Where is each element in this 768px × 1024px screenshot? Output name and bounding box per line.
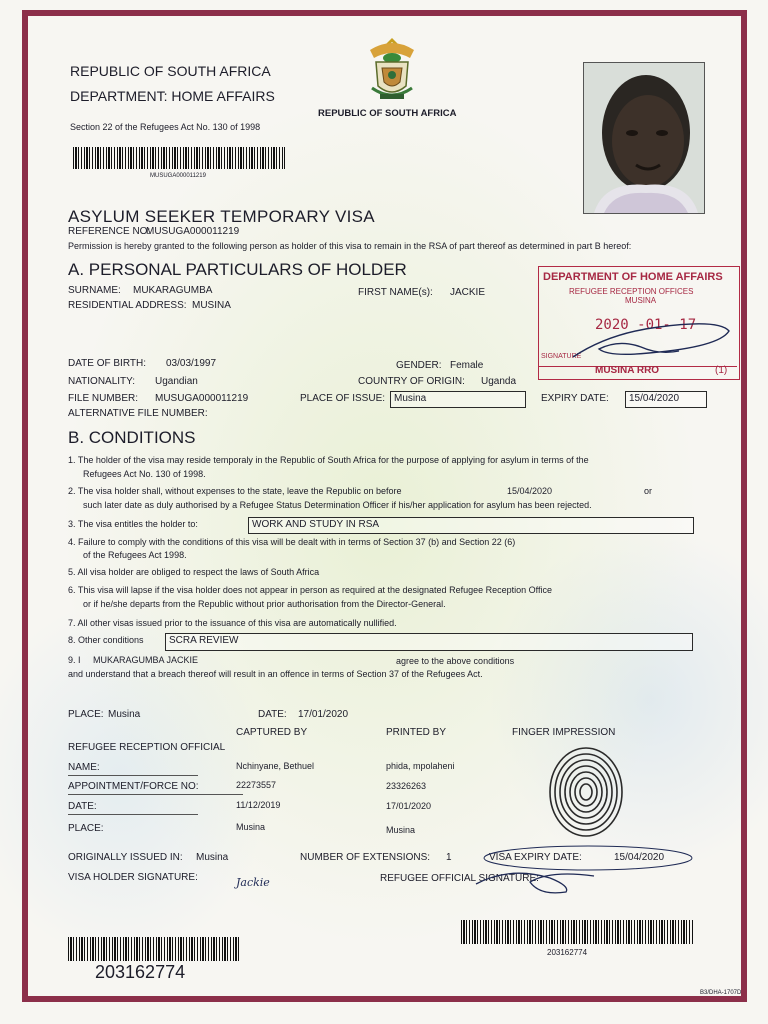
captured-by-heading: CAPTURED BY [236, 727, 308, 738]
place-of-issue-label: PLACE OF ISSUE: [300, 393, 386, 404]
department-stamp [538, 266, 740, 380]
condition-3-field: WORK AND STUDY IN RSA [248, 517, 694, 534]
official-signature-icon [470, 862, 600, 896]
dob-value: 03/03/1997 [166, 358, 217, 369]
section-a-heading: A. PERSONAL PARTICULARS OF HOLDER [68, 260, 407, 279]
orig-issued-value: Musina [196, 852, 229, 863]
address-value: MUSINA [192, 300, 231, 311]
alt-file-label: ALTERNATIVE FILE NUMBER: [68, 408, 208, 419]
date-printed: 17/01/2020 [386, 801, 432, 811]
condition-2-date: 15/04/2020 [507, 486, 553, 496]
file-number-value: MUSUGA000011219 [155, 393, 249, 404]
address-label: RESIDENTIAL ADDRESS: [68, 300, 187, 311]
stamp-number: (1) [715, 365, 728, 376]
name-captured: Nchinyane, Bethuel [236, 761, 315, 771]
form-code: B3/DHA-1707D [700, 990, 742, 996]
condition-7: 7. All other visas issued prior to the issuance of this visa are automatically nullified. [68, 618, 397, 628]
date2-underline [68, 814, 198, 815]
firstname-label: FIRST NAME(s): [358, 287, 433, 298]
orig-issued-label: ORIGINALLY ISSUED IN: [68, 852, 183, 863]
official-signature-label: REFUGEE OFFICIAL SIGNATURE: [380, 873, 539, 884]
finger-impression-heading: FINGER IMPRESSION [512, 727, 616, 738]
surname-label: SURNAME: [68, 285, 121, 296]
place-label: PLACE: [68, 709, 104, 720]
condition-2a: 2. The visa holder shall, without expenses to the state, leave the Republic on before [68, 486, 402, 496]
date-label: DATE: [258, 709, 287, 720]
section-b-heading: B. CONDITIONS [68, 428, 196, 447]
condition-8-field: SCRA REVIEW [165, 633, 693, 651]
condition-9b: and understand that a breach thereof will result in an offence in terms of Section 37 of the Refugees Act. [68, 669, 483, 679]
place2-label: PLACE: [68, 823, 104, 834]
place-printed: Musina [386, 825, 416, 835]
date-value: 17/01/2020 [298, 709, 349, 720]
stamp-office: MUSINA RRO [595, 365, 660, 376]
gender-label: GENDER: [396, 360, 442, 371]
crest-caption: REPUBLIC OF SOUTH AFRICA [318, 108, 457, 119]
serial-number-large: 203162774 [95, 962, 186, 982]
reference-label: REFERENCE NO: [68, 226, 151, 237]
printed-by-heading: PRINTED BY [386, 727, 447, 738]
condition-2b: such later date as duly authorised by a Refugee Status Determination Officer if his/her application for asylum has been rejected. [83, 500, 592, 510]
nationality-value: Ugandian [155, 376, 198, 387]
appointment-label: APPOINTMENT/FORCE NO: [68, 781, 199, 792]
rro-official-label: REFUGEE RECEPTION OFFICIAL [68, 742, 226, 753]
visa-expiry-value: 15/04/2020 [614, 852, 665, 863]
name-underline [68, 775, 198, 776]
condition-9-prefix: 9. I [68, 655, 81, 665]
appointment-captured: 22273557 [236, 780, 277, 790]
condition-1a: 1. The holder of the visa may reside temporaly in the Republic of South Africa for the purpose of applying for asylum in terms of the [68, 455, 589, 465]
condition-9-agree: agree to the above conditions [396, 656, 515, 666]
extensions-value: 1 [446, 852, 452, 863]
origin-label: COUNTRY OF ORIGIN: [358, 376, 465, 387]
condition-1b: Refugees Act No. 130 of 1998. [83, 469, 206, 479]
stamp-line-2: REFUGEE RECEPTION OFFICES [569, 287, 694, 296]
visa-title: ASYLUM SEEKER TEMPORARY VISA [68, 207, 375, 226]
coat-of-arms-icon [362, 32, 422, 104]
condition-4b: of the Refugees Act 1998. [83, 550, 187, 560]
condition-6b: or if he/she departs from the Republic without prior authorisation from the Director-General. [83, 599, 446, 609]
barcode-top-text: MUSUGA000011219 [150, 173, 206, 179]
reference-value: MUSUGA000011219 [146, 226, 240, 237]
fingerprint-icon [546, 744, 626, 840]
holder-signature: Jackie [236, 876, 270, 889]
name-printed: phida, mpolaheni [386, 761, 455, 771]
place-value: Musina [108, 709, 141, 720]
name-label: NAME: [68, 762, 100, 773]
condition-4a: 4. Failure to comply with the conditions of this visa will be dealt with in terms of Section 37 (b) and Section 22 (6) [68, 537, 516, 547]
stamp-signature-icon [569, 313, 739, 367]
condition-2-or: or [644, 486, 653, 496]
gender-value: Female [450, 360, 484, 371]
dob-label: DATE OF BIRTH: [68, 358, 146, 369]
origin-value: Uganda [481, 376, 517, 387]
surname-value: MUKARAGUMBA [133, 285, 213, 296]
appointment-printed: 23326263 [386, 781, 427, 791]
appointment-underline [68, 794, 243, 795]
condition-8: 8. Other conditions [68, 635, 144, 645]
date-captured: 11/12/2019 [236, 800, 281, 810]
stamp-line-1: DEPARTMENT OF HOME AFFAIRS [543, 271, 723, 283]
photo-portrait [584, 63, 704, 213]
place-captured: Musina [236, 822, 266, 832]
stamp-line-3: MUSINA [625, 296, 657, 305]
republic-heading: REPUBLIC OF SOUTH AFRICA [70, 63, 271, 79]
file-number-label: FILE NUMBER: [68, 393, 139, 404]
barcode-bottom-right [461, 920, 693, 944]
section-reference: Section 22 of the Refugees Act No. 130 of 1998 [70, 122, 261, 132]
barcode-bottom-left [68, 937, 240, 961]
date2-label: DATE: [68, 801, 97, 812]
stamp-signature-label: SIGNATURE [541, 353, 582, 360]
department-heading: DEPARTMENT: HOME AFFAIRS [70, 88, 275, 104]
barcode-top [73, 147, 285, 169]
nationality-label: NATIONALITY: [68, 376, 136, 387]
expiry-date-label: EXPIRY DATE: [541, 393, 609, 404]
serial-number-small: 203162774 [547, 948, 588, 957]
condition-5: 5. All visa holder are obliged to respect the laws of South Africa [68, 567, 320, 577]
visa-expiry-label: VISA EXPIRY DATE: [489, 852, 582, 863]
condition-3: 3. The visa entitles the holder to: [68, 519, 198, 529]
extensions-label: NUMBER OF EXTENSIONS: [300, 852, 431, 863]
place-of-issue-field: Musina [390, 391, 526, 408]
holder-photo [583, 62, 705, 214]
condition-9-name: MUKARAGUMBA JACKIE [93, 655, 199, 665]
condition-6a: 6. This visa will lapse if the visa holder does not appear in person as required at the designated Refugee Reception Office [68, 585, 552, 595]
expiry-date-field: 15/04/2020 [625, 391, 707, 408]
firstname-value: JACKIE [450, 287, 486, 298]
permission-text: Permission is hereby granted to the following person as holder of this visa to remain in the RSA of part thereof as determined in part B hereof: [68, 241, 632, 251]
stamp-date: 2020 -01- 17 [595, 317, 697, 333]
holder-signature-label: VISA HOLDER SIGNATURE: [68, 872, 198, 883]
